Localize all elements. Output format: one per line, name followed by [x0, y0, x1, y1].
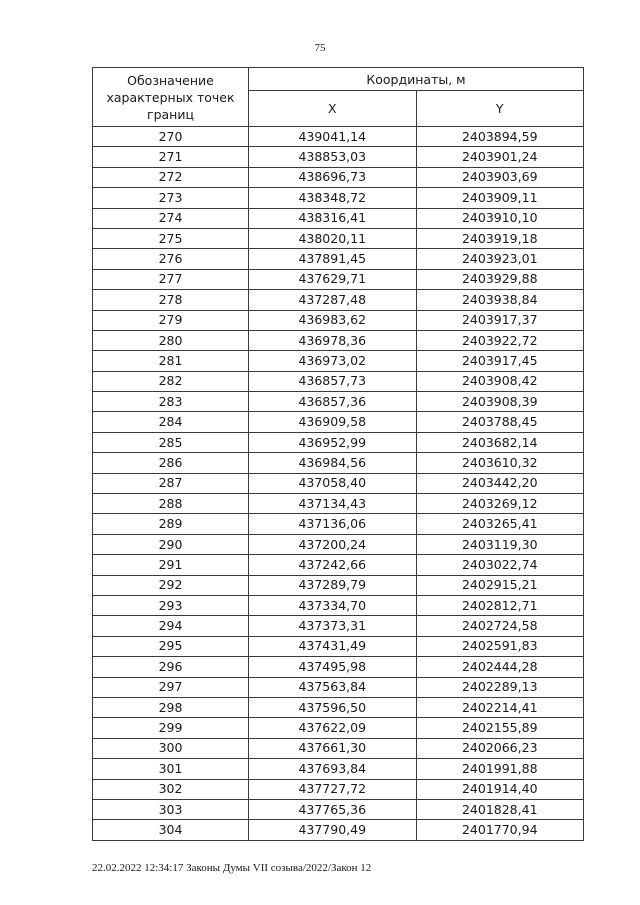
point-number-cell: 270	[93, 127, 249, 147]
x-coordinate-cell: 437790,49	[249, 820, 417, 840]
table-row	[93, 657, 584, 677]
x-coordinate-cell: 438316,41	[249, 208, 417, 228]
table-row	[93, 127, 584, 147]
table-body	[93, 127, 584, 841]
y-coordinate-cell: 2403682,14	[416, 432, 584, 452]
y-coordinate-cell: 2403917,45	[416, 351, 584, 371]
table-row	[93, 269, 584, 289]
y-coordinate-cell: 2403119,30	[416, 534, 584, 554]
table-row	[93, 494, 584, 514]
y-coordinate-cell: 2402155,89	[416, 718, 584, 738]
point-number-cell: 302	[93, 779, 249, 799]
y-coordinate-cell: 2403903,69	[416, 167, 584, 187]
point-number-cell: 294	[93, 616, 249, 636]
point-number-cell: 282	[93, 371, 249, 391]
x-coordinate-cell: 437242,66	[249, 555, 417, 575]
y-coordinate-cell: 2402724,58	[416, 616, 584, 636]
table-row	[93, 188, 584, 208]
document-footer: 22.02.2022 12:34:17 Законы Думы VII созыва/2022/Закон 12	[92, 862, 372, 874]
y-coordinate-cell: 2403908,42	[416, 371, 584, 391]
y-coordinate-cell: 2403917,37	[416, 310, 584, 330]
x-column-header: X	[249, 91, 417, 127]
y-coordinate-cell: 2401770,94	[416, 820, 584, 840]
y-coordinate-cell: 2403894,59	[416, 127, 584, 147]
point-number-cell: 283	[93, 392, 249, 412]
x-coordinate-cell: 436983,62	[249, 310, 417, 330]
x-coordinate-cell: 437200,24	[249, 534, 417, 554]
x-coordinate-cell: 436857,36	[249, 392, 417, 412]
x-coordinate-cell: 437058,40	[249, 473, 417, 493]
x-coordinate-cell: 437287,48	[249, 290, 417, 310]
x-coordinate-cell: 437136,06	[249, 514, 417, 534]
x-coordinate-cell: 437563,84	[249, 677, 417, 697]
point-number-cell: 280	[93, 330, 249, 350]
table-row	[93, 779, 584, 799]
coordinates-table	[92, 67, 584, 841]
point-number-cell: 290	[93, 534, 249, 554]
x-coordinate-cell: 436857,73	[249, 371, 417, 391]
point-number-cell: 288	[93, 494, 249, 514]
x-coordinate-cell: 437289,79	[249, 575, 417, 595]
point-number-cell: 298	[93, 697, 249, 717]
table-row	[93, 677, 584, 697]
table-header	[93, 68, 584, 127]
point-number-cell: 296	[93, 657, 249, 677]
table-row	[93, 759, 584, 779]
point-number-cell: 278	[93, 290, 249, 310]
table-row	[93, 473, 584, 493]
x-coordinate-cell: 437622,09	[249, 718, 417, 738]
y-coordinate-cell: 2402289,13	[416, 677, 584, 697]
point-number-cell: 303	[93, 799, 249, 819]
point-number-cell: 286	[93, 453, 249, 473]
table-row	[93, 249, 584, 269]
table-row	[93, 718, 584, 738]
point-number-cell: 273	[93, 188, 249, 208]
y-coordinate-cell: 2402812,71	[416, 595, 584, 615]
point-number-cell: 292	[93, 575, 249, 595]
page-number: 75	[314, 42, 326, 54]
point-number-cell: 297	[93, 677, 249, 697]
point-designation-header: Обозначение характерных точек границ	[93, 68, 249, 127]
table-row	[93, 412, 584, 432]
point-number-cell: 271	[93, 147, 249, 167]
point-number-cell: 281	[93, 351, 249, 371]
point-number-cell: 284	[93, 412, 249, 432]
y-coordinate-cell: 2402214,41	[416, 697, 584, 717]
y-coordinate-cell: 2403022,74	[416, 555, 584, 575]
x-coordinate-cell: 437596,50	[249, 697, 417, 717]
y-coordinate-cell: 2403901,24	[416, 147, 584, 167]
y-column-header: Y	[416, 91, 584, 127]
y-coordinate-cell: 2403929,88	[416, 269, 584, 289]
table-row	[93, 371, 584, 391]
header-row-top	[93, 68, 584, 91]
y-coordinate-cell: 2403910,10	[416, 208, 584, 228]
y-coordinate-cell: 2403442,20	[416, 473, 584, 493]
table-row	[93, 351, 584, 371]
y-coordinate-cell: 2403938,84	[416, 290, 584, 310]
table-row	[93, 555, 584, 575]
point-number-cell: 275	[93, 228, 249, 248]
table-row	[93, 636, 584, 656]
table-row	[93, 330, 584, 350]
point-number-cell: 285	[93, 432, 249, 452]
point-number-cell: 300	[93, 738, 249, 758]
y-coordinate-cell: 2403922,72	[416, 330, 584, 350]
x-coordinate-cell: 437693,84	[249, 759, 417, 779]
x-coordinate-cell: 437661,30	[249, 738, 417, 758]
point-number-cell: 277	[93, 269, 249, 289]
point-number-cell: 289	[93, 514, 249, 534]
point-number-cell: 274	[93, 208, 249, 228]
x-coordinate-cell: 438348,72	[249, 188, 417, 208]
x-coordinate-cell: 436984,56	[249, 453, 417, 473]
point-number-cell: 276	[93, 249, 249, 269]
y-coordinate-cell: 2403610,32	[416, 453, 584, 473]
y-coordinate-cell: 2401914,40	[416, 779, 584, 799]
x-coordinate-cell: 436978,36	[249, 330, 417, 350]
point-number-cell: 304	[93, 820, 249, 840]
y-coordinate-cell: 2402591,83	[416, 636, 584, 656]
table-row	[93, 820, 584, 840]
point-number-cell: 293	[93, 595, 249, 615]
x-coordinate-cell: 437765,36	[249, 799, 417, 819]
point-number-cell: 279	[93, 310, 249, 330]
x-coordinate-cell: 437134,43	[249, 494, 417, 514]
table-row	[93, 697, 584, 717]
table-row	[93, 595, 584, 615]
point-number-cell: 299	[93, 718, 249, 738]
x-coordinate-cell: 439041,14	[249, 127, 417, 147]
x-coordinate-cell: 436909,58	[249, 412, 417, 432]
table-row	[93, 453, 584, 473]
y-coordinate-cell: 2401828,41	[416, 799, 584, 819]
y-coordinate-cell: 2403908,39	[416, 392, 584, 412]
y-coordinate-cell: 2401991,88	[416, 759, 584, 779]
table-row	[93, 310, 584, 330]
y-coordinate-cell: 2403923,01	[416, 249, 584, 269]
table-row	[93, 575, 584, 595]
x-coordinate-cell: 436952,99	[249, 432, 417, 452]
y-coordinate-cell: 2402444,28	[416, 657, 584, 677]
table-row	[93, 616, 584, 636]
y-coordinate-cell: 2403269,12	[416, 494, 584, 514]
point-number-cell: 287	[93, 473, 249, 493]
point-number-cell: 295	[93, 636, 249, 656]
table-row	[93, 534, 584, 554]
x-coordinate-cell: 436973,02	[249, 351, 417, 371]
y-coordinate-cell: 2402066,23	[416, 738, 584, 758]
table-row	[93, 208, 584, 228]
x-coordinate-cell: 438020,11	[249, 228, 417, 248]
y-coordinate-cell: 2402915,21	[416, 575, 584, 595]
x-coordinate-cell: 437727,72	[249, 779, 417, 799]
coordinates-header: Координаты, м	[249, 68, 584, 91]
y-coordinate-cell: 2403788,45	[416, 412, 584, 432]
table-row	[93, 228, 584, 248]
x-coordinate-cell: 437334,70	[249, 595, 417, 615]
x-coordinate-cell: 437373,31	[249, 616, 417, 636]
table-row	[93, 799, 584, 819]
table-row	[93, 147, 584, 167]
point-number-cell: 272	[93, 167, 249, 187]
table-row	[93, 392, 584, 412]
point-number-cell: 291	[93, 555, 249, 575]
point-number-cell: 301	[93, 759, 249, 779]
table-row	[93, 167, 584, 187]
x-coordinate-cell: 437629,71	[249, 269, 417, 289]
x-coordinate-cell: 437495,98	[249, 657, 417, 677]
x-coordinate-cell: 437891,45	[249, 249, 417, 269]
y-coordinate-cell: 2403919,18	[416, 228, 584, 248]
table-row	[93, 290, 584, 310]
x-coordinate-cell: 437431,49	[249, 636, 417, 656]
y-coordinate-cell: 2403909,11	[416, 188, 584, 208]
table-row	[93, 738, 584, 758]
table-row	[93, 432, 584, 452]
y-coordinate-cell: 2403265,41	[416, 514, 584, 534]
table-row	[93, 514, 584, 534]
x-coordinate-cell: 438853,03	[249, 147, 417, 167]
x-coordinate-cell: 438696,73	[249, 167, 417, 187]
